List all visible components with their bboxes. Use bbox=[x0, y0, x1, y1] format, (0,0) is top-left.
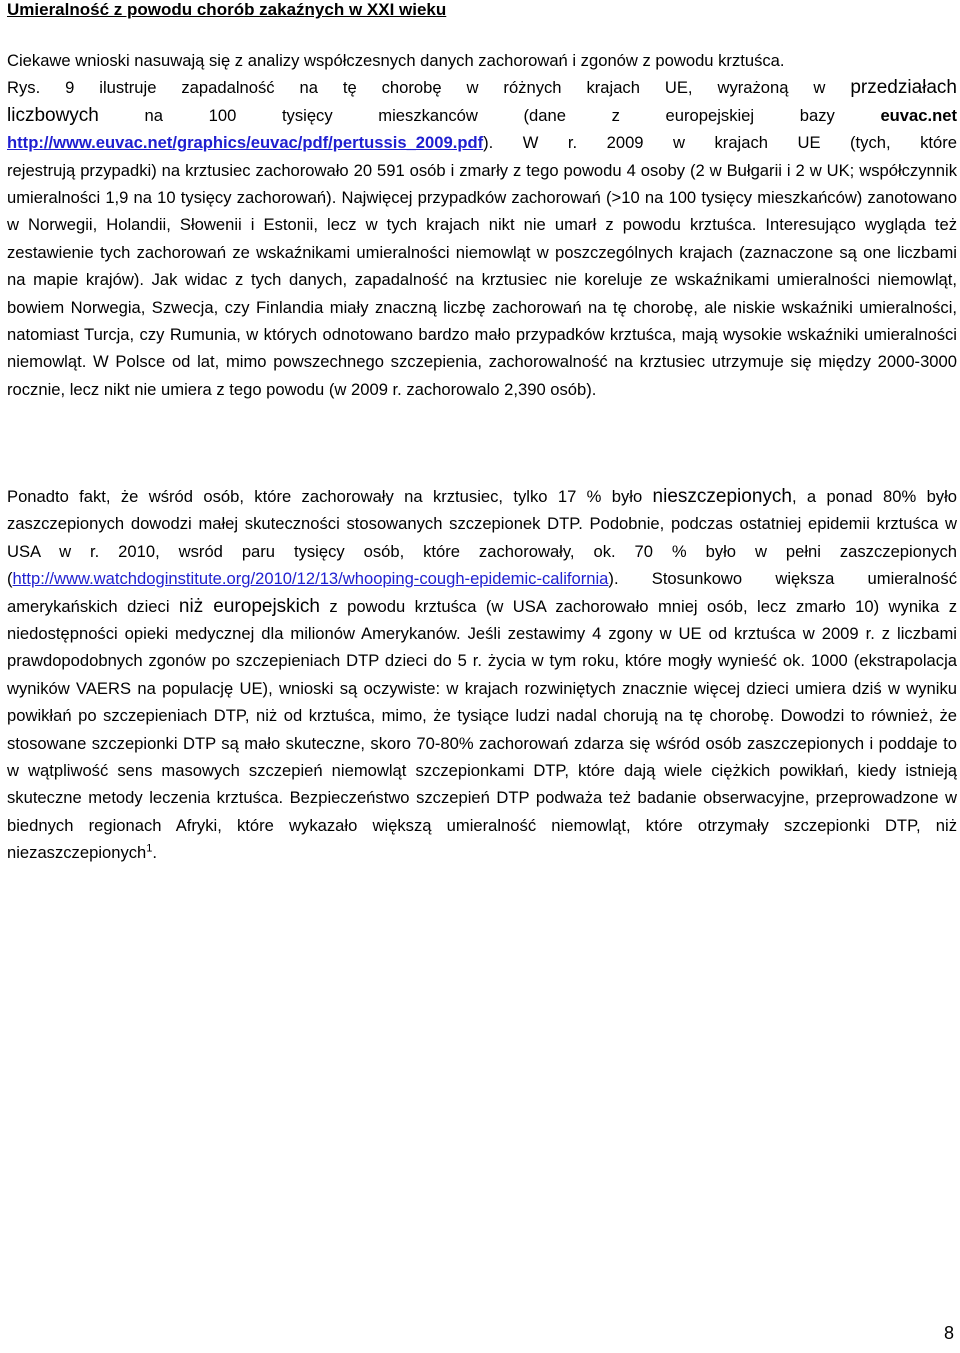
page-number: 8 bbox=[943, 1323, 954, 1343]
text-segment: liczbowych bbox=[7, 104, 99, 126]
text-segment: . bbox=[152, 843, 158, 863]
text-segment: ). W r. 2009 w krajach UE (tych, które bbox=[483, 133, 957, 153]
section-heading: Umieralność z powodu chorób zakaźnych w XXI wieku bbox=[7, 0, 447, 19]
paragraph-1-line-1: Ciekawe wnioski nasuwają się z analizy współczesnych danych zachorowań i zgonów z powodu krztuśca. bbox=[7, 51, 785, 70]
text-segment: niż europejskich bbox=[178, 595, 320, 617]
text-segment: , a ponad 80% było zaszczepionych dowodzi małej skuteczności stosowanych szczepionek DTP. Podobnie, podczas ostatniej epidemii krztuśca w USA w r. 2010, wsród paru tysięcy osób, które zachorowały, ok. 70 % było w pełni zaszczepionych ( bbox=[7, 487, 958, 589]
paragraph-1-line-3 bbox=[7, 102, 957, 129]
text-segment: nieszczepionych bbox=[652, 486, 792, 507]
text-segment: z powodu krztuśca (w USA zachorowało mniej osób, lecz zmarło 10) wynika z niedostępności opieki medycznej dla milionów Amerykanów. Jeśli zestawimy 4 zgony w UE od krztuśca w 2009 r. z liczbami prawdopodobnych zgonów po szczepieniach DTP dzieci do 5 r. życia w tym roku, które mogły wynieść ok. 1000 (ekstrapolacja wyników VAERS na populację UE), wnioski są oczywiste: w krajach rozwiniętych znacznie więcej dzieci umiera dziś w wyniku powikłań po szczepieniach DTP, niż od krztuśca, mimo, że tysiące ludzi nadal chorują na tę chorobę. Dowodzi to również, że stosowane szczepionki DTP są mało skuteczne, skoro 70-80% zachorowań zdarza się wśród osób zaszczepionych i poddaje to w wątpliwość sens masowych szczepień niemowląt szczepionkami DTP, które dają wiele ciężkich powikłań, kiedy istnieją skuteczne metody leczenia krztuśca. Bezpieczeństwo szczepień DTP podważa też badanie obserwacyjne, przeprowadzone w biednych regionach Afryki, które wykazało większą umieralność niemowląt, które otrzymały szczepionki DTP, niż niezaszczepionych bbox=[7, 596, 957, 863]
paragraph-1-line-4 bbox=[7, 129, 957, 156]
text-segment: przedziałach bbox=[850, 77, 957, 99]
footnote-marker[interactable]: 1 bbox=[146, 842, 153, 855]
paragraph-1 bbox=[7, 47, 957, 403]
paragraph-1-line-2 bbox=[7, 74, 957, 101]
watchdog-link[interactable]: http://www.watchdoginstitute.org/2010/12/13/whooping-cough-epidemic-california bbox=[12, 569, 609, 589]
paragraph-2 bbox=[7, 483, 957, 867]
text-segment: na 100 tysięcy mieszkanców (dane z europejskiej bazy bbox=[98, 105, 881, 125]
paragraph-1-body: rejestrują przypadki) na krztusiec zachorowało 20 591 osób i zmarły z tego powodu 4 osoby (2 w Bułgarii i 2 w UK; współczynnik umieralności 1,9 na 10 tysięcy zachorowań). Najwięcej przypadków zachorowań (>10 na 100 tysięcy mieszkańców) zanotowano w Norwegii, Holandii, Słowenii i Estonii, lecz w tych krajach nikt nie umarł z powodu krztuśca. Interesująco wygląda też zestawienie tych zachorowań ze wskaźnikami umieralności niemowląt w poszczególnych krajach (zaznaczone są one liczbami na mapie krajów). Jak widac z tych danych, zapadalność na krztusiec nie koreluje ze wskaźnikami umieralności niemowląt, bowiem Norwegia, Szwecja, czy Finlandia miały znaczną liczbę zachorowań na tę chorobę, ale niskie wskaźniki umieralności, natomiast Turcja, czy Rumunia, w których odnotowano bardzo mało przypadków krztuśca, mają wysokie wskaźniki umieralności niemowląt. W Polsce od lat, mimo powszechnego szczepienia, zachorowalność na krztusiec utrzymuje się między 2000-3000 rocznie, lecz nikt nie umiera z tego powodu (w 2009 r. zachorowalo 2,390 osób). bbox=[7, 160, 957, 399]
euvac-link[interactable]: http://www.euvac.net/graphics/euvac/pdf/pertussis_2009.pdf bbox=[7, 133, 484, 153]
text-segment: Rys. 9 ilustruje zapadalność na tę chorobę w różnych krajach UE, wyrażoną w bbox=[7, 78, 851, 98]
text-segment: ). Stosunkowo większa umieralność amerykańskich dzieci bbox=[7, 569, 957, 616]
source-name: euvac.net bbox=[880, 105, 957, 125]
text-segment: Ponadto fakt, że wśród osób, które zachorowały na krztusiec, tylko 17 % było bbox=[7, 487, 653, 506]
